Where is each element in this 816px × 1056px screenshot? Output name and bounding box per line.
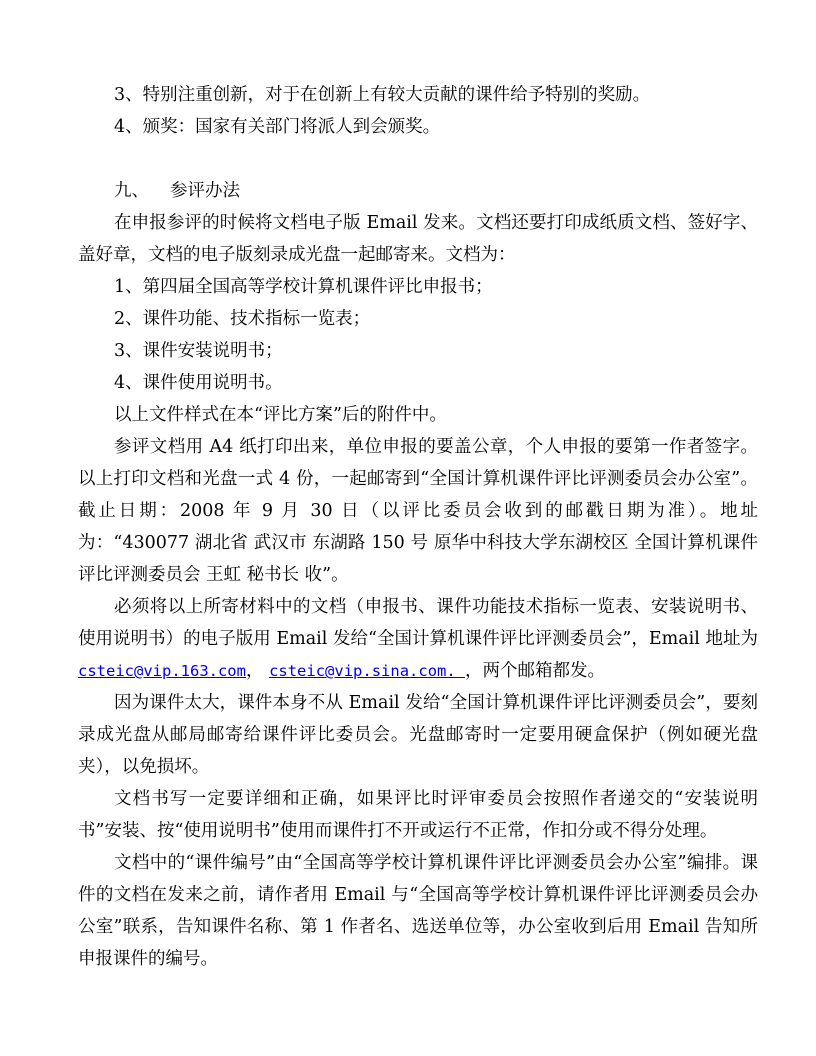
award-item-4: 4、颁奖：国家有关部门将派人到会颁奖。 — [114, 117, 441, 137]
paragraph-document-accuracy: 文档书写一定要详细和正确，如果评比时评审委员会按照作者递交的“安装说明书”安装、按“使用说明书”使用而课件打不开或运行不正常，作扣分或不得分处理。 — [78, 789, 758, 841]
doc-list-item-4: 4、课件使用说明书。 — [114, 373, 283, 393]
email-paragraph-tail: ，两个邮箱都发。 — [465, 661, 606, 681]
award-item-3: 3、特别注重创新，对于在创新上有较大贡献的课件给予特别的奖励。 — [114, 85, 651, 105]
doc-list-item-1: 1、第四届全国高等学校计算机课件评比申报书； — [114, 277, 493, 297]
email-paragraph-text: 必须将以上所寄材料中的文档（申报书、课件功能技术指标一览表、安装说明书、使用说明书）的电子版用 Email 发给“全国计算机课件评比评测委员会”，Email 地址为 — [78, 597, 758, 649]
doc-list-item-3: 3、课件安装说明书； — [114, 341, 283, 361]
section-heading — [78, 175, 758, 207]
paragraph-submission: 在申报参评的时候将文档电子版 Email 发来。文档还要打印成纸质文档、签好字、盖好章，文档的电子版刻录成光盘一起邮寄来。文档为： — [78, 213, 758, 265]
paragraph-email-submission — [78, 591, 758, 687]
paragraph-attachment-note: 以上文件样式在本“评比方案”后的附件中。 — [114, 405, 447, 425]
document-body — [78, 79, 758, 975]
email-link-sina[interactable]: csteic@vip.sina.com. — [269, 662, 466, 680]
email-separator: ， — [245, 661, 270, 681]
blank-line — [78, 143, 758, 175]
doc-list-item-2: 2、课件功能、技术指标一览表； — [114, 309, 371, 329]
paragraph-courseware-number: 文档中的“课件编号”由“全国高等学校计算机课件评比评测委员会办公室”编排。课件的文档在发来之前，请作者用 Email 与“全国高等学校计算机课件评比评测委员会办公室”联系，告知课件名称、第 1 作者名、选送单位等，办公室收到后用 Email 告知所申报课件的编号。 — [78, 853, 758, 969]
paragraph-printing-mailing: 参评文档用 A4 纸打印出来，单位申报的要盖公章，个人申报的要第一作者签字。以上打印文档和光盘一式 4 份，一起邮寄到“全国计算机课件评比评测委员会办公室”。截止日期：2008 年 9 月 30 日（以评比委员会收到的邮戳日期为准）。地址为：“430077 湖北省 武汉市 东湖路 150 号 原华中科技大学东湖校区 全国计算机课件评比评测委员会 王虹 秘书长 收”。 — [78, 437, 758, 585]
paragraph-courseware-mailing: 因为课件太大，课件本身不从 Email 发给“全国计算机课件评比评测委员会”，要刻录成光盘从邮局邮寄给课件评比委员会。光盘邮寄时一定要用硬盒保护（例如硬光盘夹），以免损坏。 — [78, 693, 758, 777]
section-title: 参评办法 — [170, 181, 240, 201]
email-link-163[interactable]: csteic@vip.163.com — [78, 662, 246, 680]
section-number: 九、 — [114, 181, 149, 201]
